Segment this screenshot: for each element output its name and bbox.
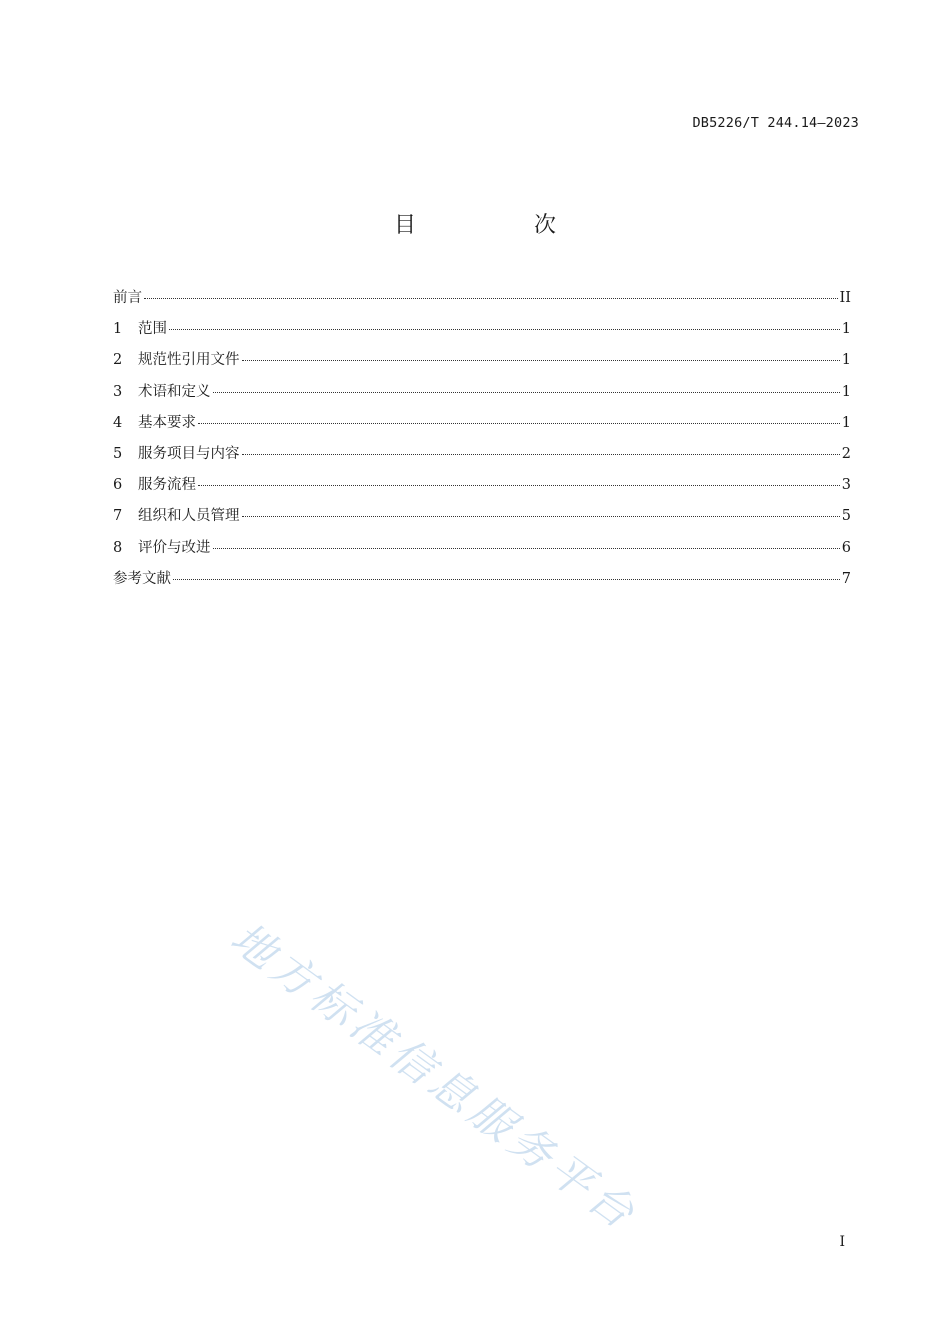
toc-leader-dots [242,516,840,517]
toc-leader-dots [173,579,840,580]
toc-leader-dots [242,360,840,361]
toc-page-number: II [839,290,851,306]
toc-page-number: 6 [841,539,851,556]
toc-section-number: 5 [113,445,123,462]
toc-entry-evaluation-improvement[interactable] [113,536,851,567]
table-of-contents [113,286,851,598]
toc-leader-dots [169,329,840,330]
toc-leader-dots [198,423,840,424]
page-number: I [839,1234,845,1250]
page-title: 目 次 [393,213,604,238]
toc-section-number: 2 [113,352,123,369]
toc-label: 规范性引用文件 [138,352,240,369]
toc-entry-service-items[interactable] [113,442,851,473]
toc-entry-scope[interactable] [113,317,851,348]
toc-entry-foreword[interactable] [113,286,851,317]
standard-code: DB5226/T 244.14—2023 [692,115,859,131]
toc-label: 组织和人员管理 [138,508,240,525]
toc-label: 前言 [113,290,142,306]
toc-leader-dots [144,298,838,299]
toc-page-number: 5 [841,508,851,525]
toc-label: 服务流程 [138,477,196,494]
toc-page-number: 1 [841,414,851,431]
toc-label: 术语和定义 [138,383,211,400]
toc-page-number: 1 [841,352,851,369]
toc-label: 参考文献 [113,570,171,587]
toc-page-number: 1 [841,321,851,338]
toc-entry-terms-definitions[interactable] [113,380,851,411]
toc-section-number: 4 [113,414,123,431]
toc-section-number: 1 [113,321,123,338]
toc-entry-service-process[interactable] [113,473,851,504]
toc-section-number: 3 [113,383,123,400]
toc-entry-normative-references[interactable] [113,348,851,379]
toc-section-number: 7 [113,508,123,525]
toc-page-number: 3 [841,477,851,494]
toc-entry-bibliography[interactable] [113,567,851,598]
toc-leader-dots [213,548,840,549]
watermark: 地方标准信息服务平台 [221,913,648,1242]
toc-leader-dots [242,454,840,455]
toc-entry-organization-personnel[interactable] [113,504,851,535]
toc-leader-dots [198,485,840,486]
toc-label: 范围 [138,321,167,338]
toc-label: 评价与改进 [138,539,211,556]
toc-leader-dots [213,392,840,393]
toc-section-number: 8 [113,539,123,556]
toc-label: 基本要求 [138,414,196,431]
toc-page-number: 1 [841,383,851,400]
toc-page-number: 7 [841,570,851,587]
toc-page-number: 2 [841,445,851,462]
toc-label: 服务项目与内容 [138,445,240,462]
toc-entry-basic-requirements[interactable] [113,411,851,442]
toc-section-number: 6 [113,477,123,494]
